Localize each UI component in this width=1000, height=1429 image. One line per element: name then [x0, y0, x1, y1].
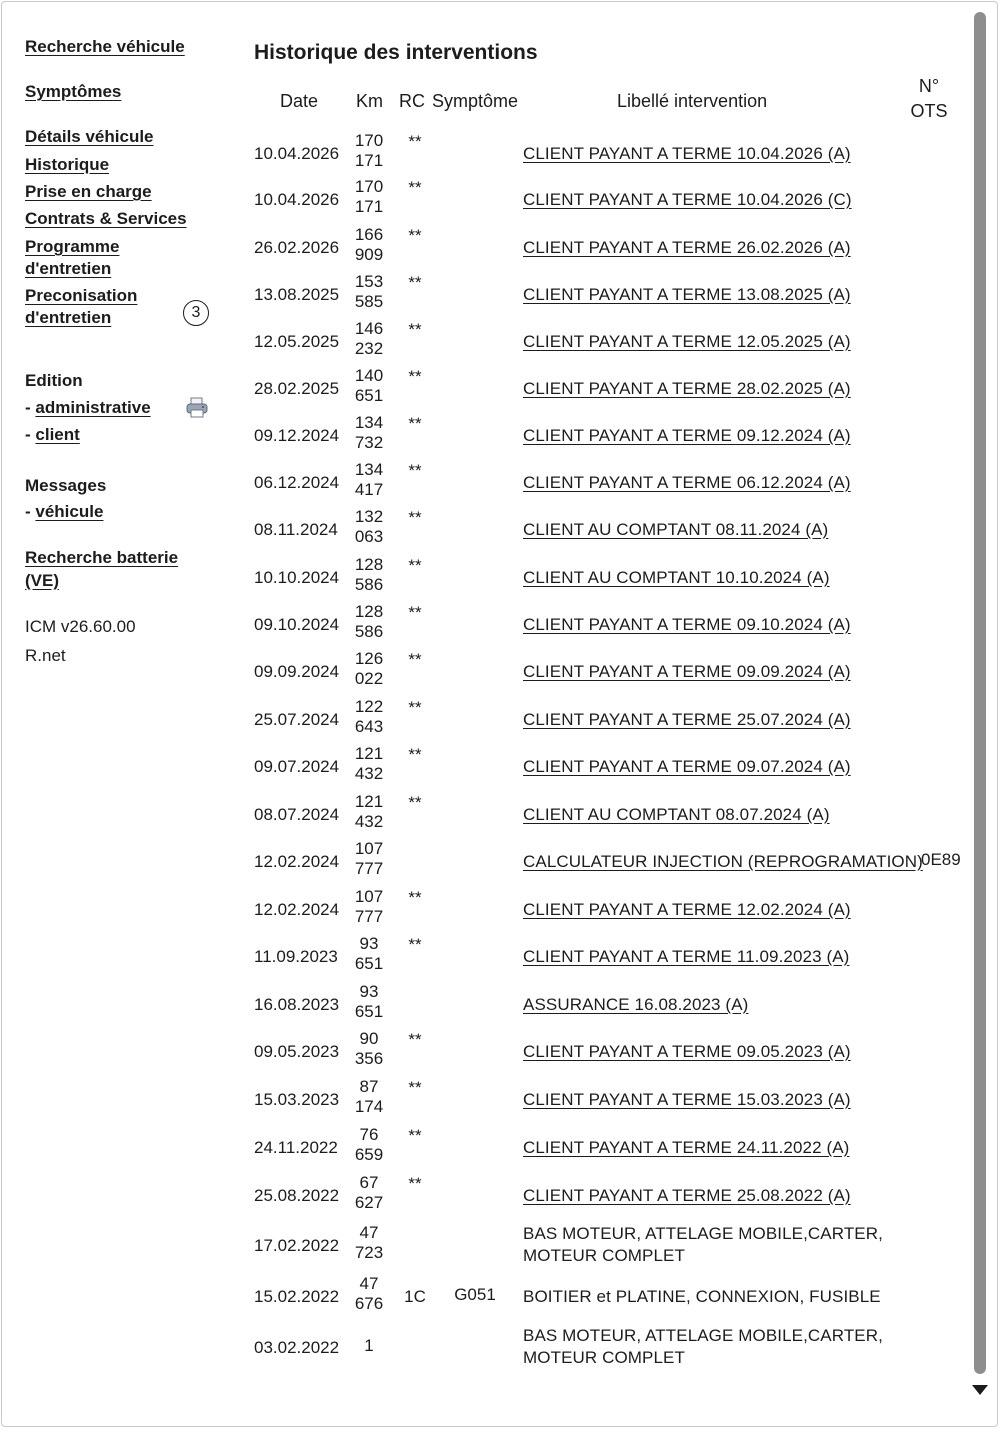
edition-administrative-link[interactable]: administrative — [35, 398, 151, 417]
row-km-part2: 432 — [354, 764, 384, 783]
table-row — [0, 460, 1000, 507]
row-date: 16.08.2023 — [254, 995, 340, 1014]
row-km-part1: 47 — [359, 1223, 379, 1242]
row-libelle-link[interactable]: CLIENT PAYANT A TERME 25.08.2022 (A) — [523, 1186, 851, 1205]
row-km — [340, 272, 398, 312]
row-km — [340, 1077, 398, 1117]
row-km — [340, 507, 398, 547]
row-rc: ** — [408, 1078, 422, 1097]
row-date: 09.10.2024 — [254, 615, 340, 634]
header-rc: RC — [399, 91, 425, 111]
row-libelle-link[interactable]: CLIENT PAYANT A TERME 09.12.2024 (A) — [523, 426, 851, 445]
row-date: 03.02.2022 — [254, 1338, 340, 1357]
row-libelle: BOITIER et PLATINE, CONNEXION, FUSIBLE — [523, 1287, 881, 1306]
scroll-down-arrow-icon[interactable] — [972, 1385, 988, 1395]
row-rc: ** — [408, 793, 422, 812]
row-km-part2: 356 — [354, 1049, 384, 1068]
table-row — [0, 982, 1000, 1029]
row-km — [340, 697, 398, 737]
table-row — [0, 366, 1000, 413]
row-km-part1: 67 — [359, 1173, 379, 1192]
row-km — [340, 1336, 398, 1356]
row-km-part1: 47 — [359, 1274, 379, 1293]
page-title: Historique des interventions — [254, 41, 538, 64]
row-libelle-link[interactable]: CLIENT AU COMPTANT 08.11.2024 (A) — [523, 520, 829, 539]
row-km — [340, 887, 398, 927]
table-row — [0, 792, 1000, 839]
row-date: 09.07.2024 — [254, 757, 340, 776]
nav-programme-entretien-line1[interactable]: Programme — [25, 237, 120, 256]
row-km — [340, 839, 398, 879]
row-km-part2: 586 — [354, 575, 384, 594]
row-km — [340, 366, 398, 406]
row-km-part1: 128 — [354, 555, 384, 574]
row-libelle-link[interactable]: CLIENT PAYANT A TERME 09.10.2024 (A) — [523, 615, 851, 634]
row-km — [340, 177, 398, 217]
row-date: 26.02.2026 — [254, 238, 340, 257]
table-row — [0, 839, 1000, 886]
nav-preconisation-entretien-line1[interactable]: Preconisation — [25, 286, 138, 305]
row-km-part2: 627 — [354, 1193, 384, 1212]
row-km-part1: 170 — [354, 177, 384, 196]
nav-recherche-batterie-line2[interactable]: (VE) — [25, 571, 59, 590]
row-libelle: BAS MOTEUR, ATTELAGE MOBILE,CARTER, MOTEUR COMPLET — [523, 1224, 883, 1265]
row-libelle-link[interactable]: ASSURANCE 16.08.2023 (A) — [523, 995, 749, 1014]
row-libelle-link[interactable]: CLIENT PAYANT A TERME 09.09.2024 (A) — [523, 662, 851, 681]
row-km — [340, 1274, 398, 1314]
row-libelle-link[interactable]: CLIENT PAYANT A TERME 06.12.2024 (A) — [523, 473, 851, 492]
table-row — [0, 887, 1000, 934]
edition-label: Edition — [25, 371, 83, 390]
row-date: 06.12.2024 — [254, 473, 340, 492]
row-date: 10.04.2026 — [254, 144, 340, 163]
row-km-part1: 90 — [359, 1029, 379, 1048]
header-date: Date — [280, 91, 319, 111]
row-symptome: G051 — [454, 1285, 496, 1304]
row-km — [340, 131, 398, 171]
row-date: 15.03.2023 — [254, 1090, 340, 1109]
row-km-part2: 651 — [354, 954, 384, 973]
row-km-part1: 128 — [354, 602, 384, 621]
row-km-part1: 134 — [354, 460, 384, 479]
row-date: 12.05.2025 — [254, 332, 340, 351]
row-km-part1: 132 — [354, 507, 384, 526]
header-km: Km — [356, 91, 383, 111]
table-row — [0, 131, 1000, 178]
row-km-part2: 171 — [354, 151, 384, 170]
messages-label: Messages — [25, 476, 107, 495]
row-km-part2: 643 — [354, 717, 384, 736]
row-rc: ** — [408, 508, 422, 527]
row-km — [340, 319, 398, 359]
row-km-part2: 586 — [354, 622, 384, 641]
row-km — [340, 792, 398, 832]
row-km-part2: 585 — [354, 292, 384, 311]
table-row — [0, 1274, 1000, 1321]
row-km — [340, 460, 398, 500]
table-row — [0, 413, 1000, 460]
row-libelle-link[interactable]: CLIENT PAYANT A TERME 12.05.2025 (A) — [523, 332, 851, 351]
row-rc: ** — [408, 273, 422, 292]
row-km — [340, 602, 398, 642]
row-km-part1: 87 — [359, 1077, 379, 1096]
row-date: 25.08.2022 — [254, 1186, 340, 1205]
table-row — [0, 1029, 1000, 1076]
row-date: 10.04.2026 — [254, 190, 340, 209]
row-km-part1: 76 — [359, 1125, 379, 1144]
row-km-part1: 134 — [354, 413, 384, 432]
header-libelle: Libellé intervention — [617, 91, 768, 111]
row-rc: ** — [408, 367, 422, 386]
row-rc: ** — [408, 698, 422, 717]
header-symptome: Symptôme — [432, 91, 519, 111]
row-km — [340, 1223, 398, 1263]
table-row — [0, 1223, 1000, 1270]
row-km — [340, 934, 398, 974]
row-rc: ** — [408, 414, 422, 433]
row-km-part1: 170 — [354, 131, 384, 150]
table-row — [0, 1325, 1000, 1372]
row-km-part1: 107 — [354, 887, 384, 906]
row-date: 09.12.2024 — [254, 426, 340, 445]
row-km-part1: 93 — [359, 934, 379, 953]
row-km-part2: 777 — [354, 859, 384, 878]
row-km-part2: 022 — [354, 669, 384, 688]
row-km — [340, 649, 398, 689]
row-libelle-link[interactable]: CLIENT PAYANT A TERME 10.04.2026 (A) — [523, 144, 851, 163]
edition-client-prefix: - — [25, 425, 36, 444]
row-libelle-link[interactable]: CLIENT PAYANT A TERME 11.09.2023 (A) — [523, 947, 850, 966]
row-km-part2: 651 — [354, 1002, 384, 1021]
row-km — [340, 555, 398, 595]
row-date: 25.07.2024 — [254, 710, 340, 729]
nav-preconisation-entretien-line2[interactable]: d'entretien — [25, 308, 112, 327]
row-libelle-link[interactable]: CLIENT AU COMPTANT 10.10.2024 (A) — [523, 568, 830, 587]
row-date: 08.07.2024 — [254, 805, 340, 824]
row-km-part2: 063 — [354, 527, 384, 546]
row-km-part1: 93 — [359, 982, 379, 1001]
row-km-part2: 909 — [354, 245, 384, 264]
row-km-part2: 732 — [354, 433, 384, 452]
row-km-part2: 171 — [354, 197, 384, 216]
nav-recherche-batterie-line1[interactable]: Recherche batterie — [25, 548, 179, 567]
table-row — [0, 319, 1000, 366]
messages-vehicule-link[interactable]: véhicule — [35, 502, 104, 521]
row-rc: ** — [408, 226, 422, 245]
row-km-part1: 140 — [354, 366, 384, 385]
nav-contrats-services[interactable]: Contrats & Services — [25, 209, 187, 228]
row-rc: ** — [408, 1174, 422, 1193]
row-km-part2: 676 — [354, 1294, 384, 1313]
row-rc: ** — [408, 178, 422, 197]
row-rc: ** — [408, 556, 422, 575]
preconisation-count-badge: 3 — [183, 300, 209, 326]
header-ots-line1: N° — [918, 76, 940, 96]
table-row — [0, 555, 1000, 602]
row-libelle-link[interactable]: CLIENT PAYANT A TERME 12.02.2024 (A) — [523, 900, 851, 919]
table-row — [0, 1173, 1000, 1220]
messages-vehicule-prefix: - — [25, 502, 36, 521]
row-libelle-link[interactable]: CLIENT PAYANT A TERME 10.04.2026 (C) — [523, 190, 852, 209]
row-km-part1: 166 — [354, 225, 384, 244]
row-date: 28.02.2025 — [254, 379, 340, 398]
row-date: 11.09.2023 — [254, 947, 338, 966]
row-date: 12.02.2024 — [254, 900, 340, 919]
row-km-part2: 432 — [354, 812, 384, 831]
row-km — [340, 1173, 398, 1213]
table-row — [0, 649, 1000, 696]
row-libelle-link[interactable]: CLIENT PAYANT A TERME 15.03.2023 (A) — [523, 1090, 851, 1109]
row-km-part1: 121 — [354, 744, 384, 763]
row-libelle: BAS MOTEUR, ATTELAGE MOBILE,CARTER, MOTEUR COMPLET — [523, 1326, 883, 1367]
row-rc: ** — [408, 1030, 422, 1049]
nav-prise-en-charge[interactable]: Prise en charge — [25, 182, 152, 201]
row-date: 09.05.2023 — [254, 1042, 340, 1061]
edition-client-link[interactable]: client — [35, 425, 80, 444]
table-row — [0, 697, 1000, 744]
table-row — [0, 507, 1000, 554]
row-km-part1: 1 — [364, 1336, 374, 1355]
row-rc: ** — [408, 1126, 422, 1145]
row-libelle-link[interactable]: CLIENT PAYANT A TERME 09.05.2023 (A) — [523, 1042, 851, 1061]
row-km-part1: 107 — [354, 839, 384, 858]
table-row — [0, 744, 1000, 791]
row-date: 13.08.2025 — [254, 285, 340, 304]
row-date: 09.09.2024 — [254, 662, 340, 681]
row-km — [340, 1029, 398, 1069]
table-row — [0, 602, 1000, 649]
table-row — [0, 225, 1000, 272]
row-km-part2: 174 — [354, 1097, 384, 1116]
row-km-part2: 723 — [354, 1243, 384, 1262]
scrollbar-thumb[interactable] — [974, 12, 986, 1374]
row-libelle-link[interactable]: CLIENT PAYANT A TERME 25.07.2024 (A) — [523, 710, 851, 729]
row-km-part2: 659 — [354, 1145, 384, 1164]
row-km-part1: 153 — [354, 272, 384, 291]
row-km-part2: 232 — [354, 339, 384, 358]
table-row — [0, 272, 1000, 319]
row-km-part1: 121 — [354, 792, 384, 811]
table-row — [0, 934, 1000, 981]
row-rc: ** — [408, 603, 422, 622]
row-rc: ** — [408, 461, 422, 480]
nav-recherche-vehicule[interactable]: Recherche véhicule — [25, 37, 185, 56]
row-km-part2: 651 — [354, 386, 384, 405]
row-km — [340, 413, 398, 453]
row-date: 24.11.2022 — [254, 1138, 338, 1157]
row-km-part2: 417 — [354, 480, 384, 499]
row-date: 10.10.2024 — [254, 568, 340, 587]
row-km-part2: 777 — [354, 907, 384, 926]
row-rc: ** — [408, 745, 422, 764]
table-row — [0, 1125, 1000, 1172]
row-rc: ** — [408, 650, 422, 669]
row-rc: ** — [408, 320, 422, 339]
row-libelle-link[interactable]: CLIENT AU COMPTANT 08.07.2024 (A) — [523, 805, 830, 824]
nav-historique[interactable]: Historique — [25, 155, 110, 174]
nav-details-vehicule[interactable]: Détails véhicule — [25, 127, 154, 146]
row-rc: ** — [408, 132, 422, 151]
row-ots: 0E89 — [921, 850, 961, 869]
row-libelle-link[interactable]: CLIENT PAYANT A TERME 09.07.2024 (A) — [523, 757, 851, 776]
row-km — [340, 225, 398, 265]
row-km-part1: 126 — [354, 649, 384, 668]
row-date: 08.11.2024 — [254, 520, 338, 539]
table-row — [0, 1077, 1000, 1124]
row-km-part1: 146 — [354, 319, 384, 338]
app-version: ICM v26.60.00 — [25, 617, 136, 636]
row-km — [340, 982, 398, 1022]
row-rc: ** — [408, 888, 422, 907]
table-row — [0, 177, 1000, 224]
row-date: 15.02.2022 — [254, 1287, 340, 1306]
row-km — [340, 744, 398, 784]
header-ots — [909, 74, 949, 124]
row-rc: ** — [408, 935, 422, 954]
nav-symptomes[interactable]: Symptômes — [25, 82, 122, 101]
edition-admin-prefix: - — [25, 398, 36, 417]
row-rc: 1C — [404, 1287, 426, 1306]
row-libelle-link[interactable]: CLIENT PAYANT A TERME 24.11.2022 (A) — [523, 1138, 850, 1157]
row-date: 12.02.2024 — [254, 852, 340, 871]
row-date: 17.02.2022 — [254, 1236, 340, 1255]
row-km-part1: 122 — [354, 697, 384, 716]
row-libelle-link[interactable]: CLIENT PAYANT A TERME 26.02.2026 (A) — [523, 238, 851, 257]
header-ots-line2: OTS — [910, 101, 948, 121]
row-km — [340, 1125, 398, 1165]
network-label: R.net — [25, 646, 66, 665]
row-libelle-link[interactable]: CLIENT PAYANT A TERME 28.02.2025 (A) — [523, 379, 851, 398]
nav-programme-entretien-line2[interactable]: d'entretien — [25, 259, 112, 278]
row-libelle-link[interactable]: CALCULATEUR INJECTION (REPROGRAMATION) — [523, 852, 923, 871]
row-libelle-link[interactable]: CLIENT PAYANT A TERME 13.08.2025 (A) — [523, 285, 851, 304]
